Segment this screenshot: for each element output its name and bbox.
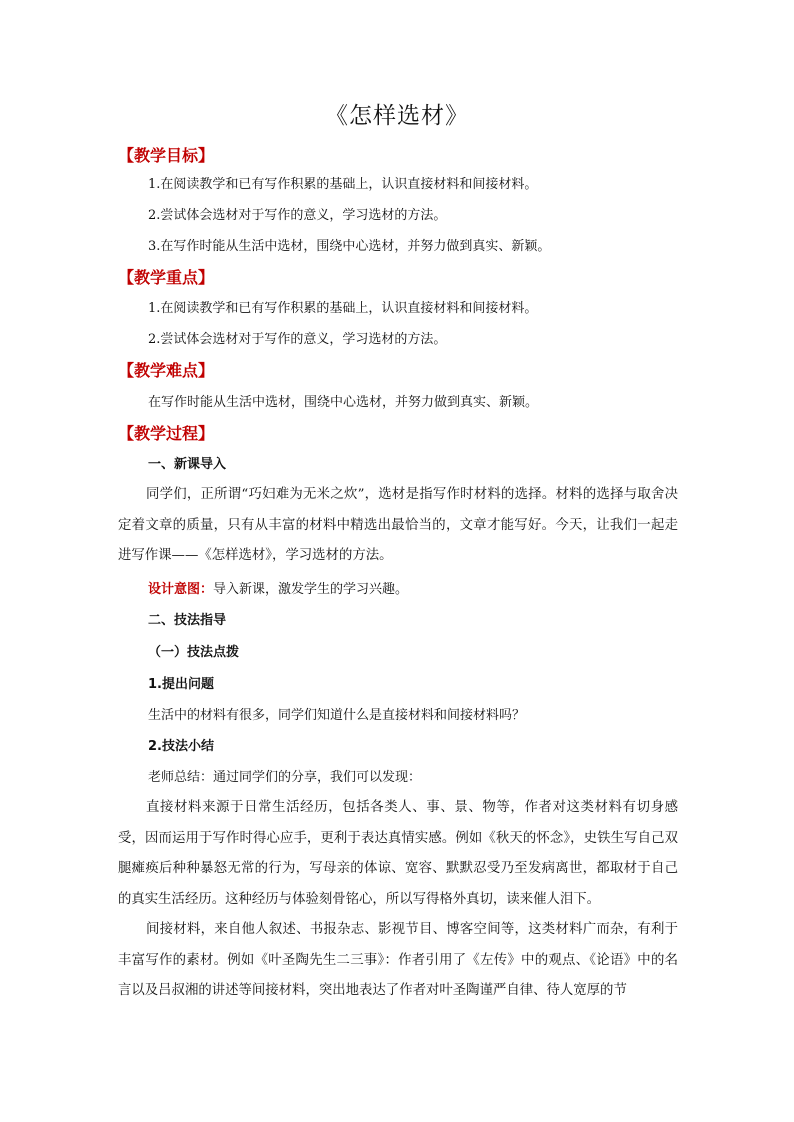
design-intent-line <box>148 580 408 600</box>
goal-item-3: 3.在写作时能从生活中选材，围绕中心选材，并努力做到真实、新颖。 <box>148 239 551 254</box>
key-points-heading: 【教学重点】 <box>118 268 215 287</box>
design-intent-label: 设计意图： <box>148 582 214 597</box>
process-heading: 【教学过程】 <box>118 424 215 443</box>
question2-heading: 2.技法小结 <box>148 739 214 754</box>
goal-item-2: 2.尝试体会选材对于写作的意义，学习选材的方法。 <box>148 208 447 223</box>
goals-heading: 【教学目标】 <box>118 146 215 165</box>
key-point-item-2: 2.尝试体会选材对于写作的意义，学习选材的方法。 <box>148 332 447 347</box>
sub1-heading: （一）技法点拨 <box>148 645 240 660</box>
question1-text: 生活中的材料有很多，同学们知道什么是直接材料和间接材料吗？ <box>148 708 526 723</box>
design-intent-text: 导入新课，激发学生的学习兴趣。 <box>213 582 409 597</box>
difficulty-item-1: 在写作时能从生活中选材，围绕中心选材，并努力做到真实、新颖。 <box>148 395 539 410</box>
part1-paragraph: 同学们，正所谓“巧妇难为无米之炊”，选材是指写作时材料的选择。材料的选择与取舍决定着文章的质量，只有从丰富的材料中精选出最恰当的，文章才能写好。今天，让我们一起走进写作课——《怎样选材》，学习选材的方法。 <box>118 487 678 563</box>
key-point-item-1: 1.在阅读教学和已有写作积累的基础上，认识直接材料和间接材料。 <box>148 301 538 316</box>
part1-heading: 一、新课导入 <box>148 457 227 472</box>
difficulties-heading: 【教学难点】 <box>118 361 215 380</box>
indirect-material-paragraph: 间接材料，来自他人叙述、书报杂志、影视节目、博客空间等，这类材料广而杂，有利于丰富写作的素材。例如《叶圣陶先生二三事》：作者引用了《左传》中的观点、《论语》中的名言以及吕叔湘的讲述等间接材料，突出地表达了作者对叶圣陶谨严自律、待人宽厚的节 <box>118 922 678 998</box>
question2-text: 老师总结：通过同学们的分享，我们可以发现： <box>148 770 422 785</box>
direct-material-paragraph: 直接材料来源于日常生活经历，包括各类人、事、景、物等，作者对这类材料有切身感受，因而运用于写作时得心应手，更利于表达真情实感。例如《秋天的怀念》，史铁生写自己双腿瘫痪后种种暴怒无常的行为，写母亲的体谅、宽容、默默忍受乃至发病离世，都取材于自己的真实生活经历。这种经历与体验刻骨铭心，所以写得格外真切，读来催人泪下。 <box>118 800 678 907</box>
goal-item-1: 1.在阅读教学和已有写作积累的基础上，认识直接材料和间接材料。 <box>148 177 538 192</box>
page-title: 《怎样选材》 <box>325 103 469 129</box>
question1-heading: 1.提出问题 <box>148 677 214 692</box>
part2-heading: 二、技法指导 <box>148 613 227 628</box>
